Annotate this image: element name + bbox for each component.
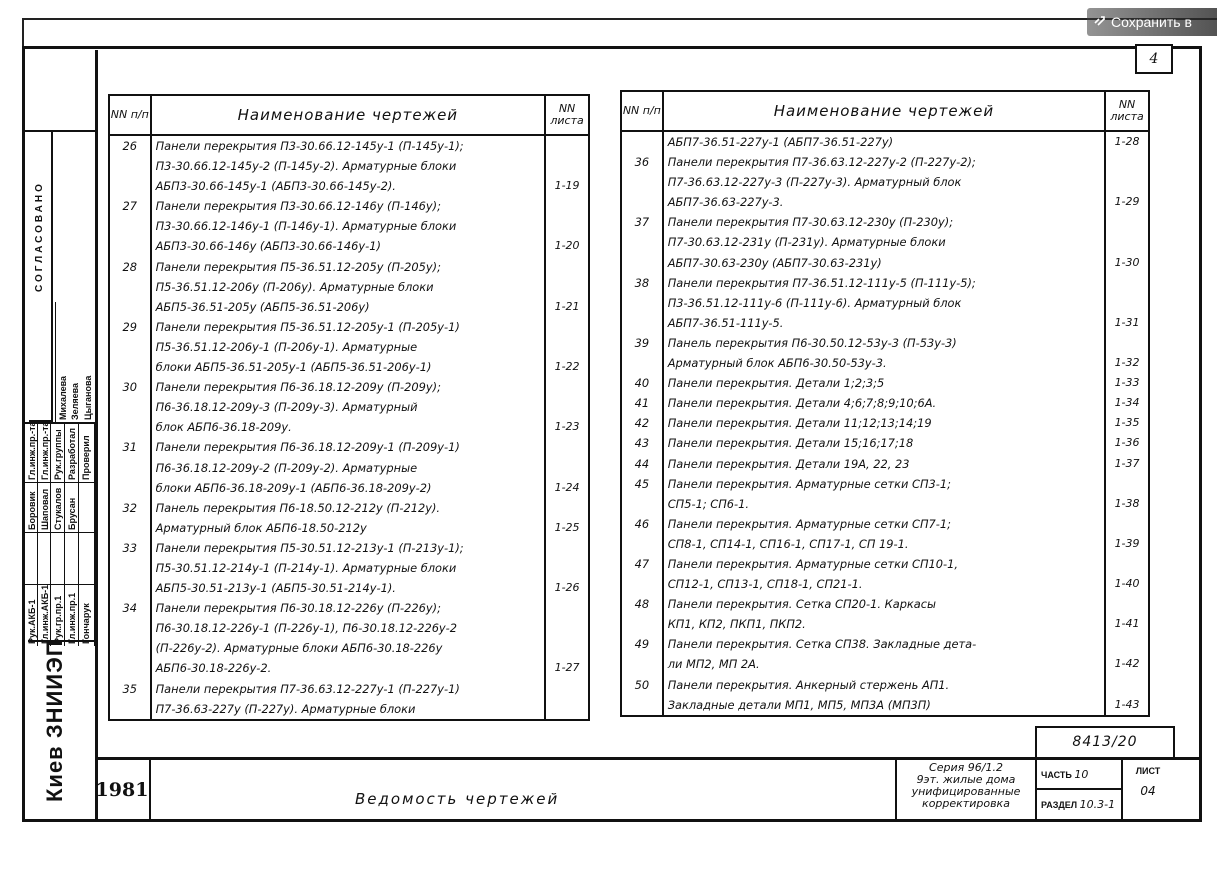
row-sheet: 1-43 [1105, 675, 1149, 716]
row-title [663, 131, 1105, 152]
row-sheet: 1-32 [1105, 333, 1149, 373]
row-number: 44 [621, 454, 663, 474]
row-number: 29 [109, 317, 151, 377]
table-row [621, 474, 1149, 514]
row-title-line: (П-226у-2). Арматурные блоки АБП6-30.18-226у [155, 641, 443, 656]
row-sheet: 1-38 [1105, 474, 1149, 514]
table-row [621, 454, 1149, 474]
row-title-line: АБП7-36.51-227у-1 (АБП7-36.51-227у) [667, 135, 894, 149]
row-number: 49 [621, 634, 663, 674]
row-sheet: 1-21 [545, 257, 589, 317]
row-title [663, 554, 1105, 594]
sheet-left-edge [22, 18, 24, 48]
row-sheet: 1-36 [1105, 433, 1149, 453]
row-number: 43 [621, 433, 663, 453]
row-number: 40 [621, 373, 663, 393]
row-title-line: П3-30.66.12-146у-1 (П-146у-1). Арматурные блоки [155, 219, 457, 234]
row-sheet: 1-40 [1105, 554, 1149, 594]
row-title-line: П6-30.18.12-226у-1 (П-226у-1), П6-30.18.12-226у-2 [155, 621, 458, 636]
series-line: Серия 96/1.2 [929, 761, 1003, 774]
series-info [895, 760, 1035, 820]
role2-3: Разработал [67, 428, 77, 480]
table-row [621, 131, 1149, 152]
row-title-line: АБП7-36.51-111у-5. [667, 315, 784, 330]
row-title-line: Панели перекрытия П5-36.51.12-205у (П-205у); [155, 259, 441, 274]
title-block [95, 757, 1201, 819]
row-title [151, 498, 546, 538]
header-name: Наименование чертежей [663, 91, 1105, 131]
row-title-line: СП8-1, СП14-1, СП16-1, СП17-1, СП 19-1. [667, 536, 909, 551]
table-row [621, 373, 1149, 393]
agreed-label: СОГЛАСОВАНО [34, 181, 45, 292]
row-title-line: АБП7-36.63-227у-3. [667, 195, 784, 210]
row-title [663, 433, 1105, 453]
name-0: Боровик [27, 491, 37, 530]
header-sheet: NN листа [1105, 91, 1149, 131]
row-title-line: Панель перекрытия П6-30.50.12-53у-3 (П-53у-3) [667, 335, 957, 350]
row-title [151, 317, 546, 377]
row-sheet: 1-33 [1105, 373, 1149, 393]
table-row [621, 594, 1149, 634]
row-number: 38 [621, 273, 663, 333]
stamp-grid [25, 422, 95, 644]
row-number: 42 [621, 413, 663, 433]
row-title-line: Панели перекрытия П3-30.66.12-145у-1 (П-145у-1); [155, 139, 464, 153]
row-title-line: Панели перекрытия. Детали 15;16;17;18 [667, 436, 914, 451]
year: 1981 [95, 760, 151, 820]
row-title-line: АБП6-30.18-226у-2. [155, 661, 272, 676]
row-title [663, 152, 1105, 212]
row-title [151, 437, 546, 497]
row-number: 27 [109, 196, 151, 256]
row-number: 37 [621, 212, 663, 272]
row-title-line: АБП5-36.51-205у (АБП5-36.51-206у) [155, 299, 370, 314]
row-title-line: Панели перекрытия П6-30.18.12-226у (П-226у); [155, 601, 441, 616]
row-title-line: П5-36.51.12-206у-1 (П-206у-1). Арматурные [155, 339, 418, 354]
drawings-table-right [620, 90, 1150, 717]
row-title [663, 273, 1105, 333]
row-title-line: Панели перекрытия. Сетка СП38. Закладные дета- [667, 637, 977, 652]
row-title [663, 594, 1105, 634]
row-number: 47 [621, 554, 663, 594]
row-title-line: АБП7-30.63-230у (АБП7-30.63-231у) [667, 255, 882, 270]
table-row [621, 152, 1149, 212]
row-sheet: 1-24 [545, 437, 589, 497]
row-title-line: Панели перекрытия П7-36.51.12-111у-5 (П-111у-5); [667, 275, 976, 290]
row-title-line: Панели перекрытия. Арматурные сетки СП7-1; [667, 516, 951, 531]
row-title-line: Панели перекрытия П6-36.18.12-209у-1 (П-209у-1) [155, 440, 460, 455]
row-title-line: Панели перекрытия П5-36.51.12-205у-1 (П-205у-1) [155, 319, 460, 334]
row-number: 41 [621, 393, 663, 413]
row-title-line: СП5-1; СП6-1. [667, 496, 750, 511]
table-row [621, 433, 1149, 453]
row-title-line: Панели перекрытия П3-30.66.12-146у (П-146у); [155, 199, 441, 214]
save-button[interactable] [1087, 8, 1217, 36]
row-title-line: Панели перекрытия П7-36.63.12-227у-1 (П-227у-1) [155, 681, 460, 696]
part-label: ЧАСТЬ [1041, 770, 1072, 780]
sheet-top-edge [22, 18, 1217, 20]
row-sheet [545, 679, 589, 720]
name2-1: Зеляева [70, 382, 80, 420]
agreed-column [29, 132, 53, 422]
row-sheet: 1-37 [1105, 454, 1149, 474]
row-title-line: блоки АБП5-36.51-205у-1 (АБП5-36.51-206у-1) [155, 360, 432, 375]
row-title [663, 333, 1105, 373]
row-number: 31 [109, 437, 151, 497]
table-row [621, 413, 1149, 433]
row-sheet: 1-27 [545, 598, 589, 678]
row-title-line: П5-30.51.12-214у-1 (П-214у-1). Арматурные блоки [155, 560, 457, 575]
drawings-table-left [108, 94, 590, 721]
header-name: Наименование чертежей [151, 95, 546, 135]
table-row [621, 634, 1149, 674]
role2-4: Проверил [81, 435, 91, 480]
sheet-label: ЛИСТ [1135, 766, 1161, 776]
row-title-line: П3-36.51.12-111у-6 (П-111у-6). Арматурный блок [667, 295, 962, 310]
row-title-line: АБП3-30.66-145у-1 (АБП3-30.66-145у-2). [155, 179, 396, 194]
series-line: 9эт. жилые дома [916, 773, 1016, 786]
row-title-line: АБП3-30.66-146у (АБП3-30.66-146у-1) [155, 239, 381, 254]
row-sheet: 1-28 [1105, 131, 1149, 152]
row-title-line: Панели перекрытия. Детали 1;2;3;5 [667, 376, 885, 391]
row-title-line: Панели перекрытия. Сетка СП20-1. Каркасы [667, 597, 937, 612]
header-num: NN п/п [109, 95, 151, 135]
row-number: 48 [621, 594, 663, 634]
table-row [109, 538, 589, 598]
row-title-line: П3-30.66.12-145у-2 (П-145у-2). Арматурные блоки [155, 159, 457, 174]
table-row [109, 437, 589, 497]
role2-0: Гл.инж.пр.-та [27, 421, 37, 480]
table-row [621, 675, 1149, 716]
row-title-line: Панели перекрытия. Детали 11;12;13;14;19 [667, 416, 932, 431]
row-title [151, 538, 546, 598]
row-title [151, 135, 546, 196]
row-title [151, 377, 546, 437]
row-number: 32 [109, 498, 151, 538]
organization-block [28, 640, 94, 818]
role-2: Рук.гр.пр.1 [53, 595, 63, 644]
row-title-line: Панель перекрытия П6-18.50.12-212у (П-212у). [155, 500, 441, 515]
row-sheet: 1-42 [1105, 634, 1149, 674]
row-sheet: 1-26 [545, 538, 589, 598]
row-number: 33 [109, 538, 151, 598]
row-number: 34 [109, 598, 151, 678]
table-row [109, 598, 589, 678]
table-row [109, 196, 589, 256]
row-title-line: Панели перекрытия. Детали 19А, 22, 23 [667, 456, 910, 471]
row-title [151, 257, 546, 317]
document-title: Ведомость чертежей [355, 790, 560, 808]
row-sheet: 1-29 [1105, 152, 1149, 212]
role2-2: Рук.группы [53, 429, 63, 480]
role-1: Гл.инж.АКБ-1 [40, 584, 50, 644]
row-title [663, 675, 1105, 716]
table-row [621, 212, 1149, 272]
row-title-line: П7-36.63-227у (П-227у). Арматурные блоки [155, 701, 416, 716]
table-row [621, 393, 1149, 413]
row-sheet: 1-25 [545, 498, 589, 538]
row-sheet: 1-34 [1105, 393, 1149, 413]
header-sheet: NN листа [545, 95, 589, 135]
row-title [151, 196, 546, 256]
name-2: Стукалов [53, 487, 63, 530]
row-title-line: блоки АБП6-36.18-209у-1 (АБП6-36.18-209у-2) [155, 480, 432, 495]
table-row [109, 135, 589, 196]
table-row [109, 257, 589, 317]
row-sheet: 1-22 [545, 317, 589, 377]
table-row [621, 273, 1149, 333]
table-row [621, 554, 1149, 594]
page-number: 4 [1135, 44, 1173, 74]
row-title-line: СП12-1, СП13-1, СП18-1, СП21-1. [667, 577, 863, 592]
row-number: 35 [109, 679, 151, 720]
link-icon [1093, 14, 1107, 28]
row-title-line: Панели перекрытия П6-36.18.12-209у (П-209у); [155, 380, 441, 395]
row-title [663, 393, 1105, 413]
row-sheet: 1-23 [545, 377, 589, 437]
row-number: 28 [109, 257, 151, 317]
part-value: 10 [1074, 768, 1089, 781]
row-title-line: Арматурный блок АБП6-30.50-53у-3. [667, 356, 887, 371]
row-title-line: Панели перекрытия. Арматурные сетки СП3-1; [667, 476, 951, 491]
role-0: Рук.АКБ-1 [27, 599, 37, 644]
row-title-line: П7-30.63.12-231у (П-231у). Арматурные блоки [667, 235, 946, 250]
row-number: 50 [621, 675, 663, 716]
row-number: 46 [621, 514, 663, 554]
row-title-line: П6-36.18.12-209у-3 (П-209у-3). Арматурный [155, 400, 418, 415]
row-sheet: 1-41 [1105, 594, 1149, 634]
header-num: NN п/п [621, 91, 663, 131]
row-sheet: 1-20 [545, 196, 589, 256]
row-title [151, 679, 546, 720]
row-title-line: Панели перекрытия. Детали 4;6;7;8;9;10;6А. [667, 396, 937, 411]
table-row [109, 679, 589, 720]
name2-0: Михалева [58, 375, 68, 420]
name-1: Шаповал [40, 488, 50, 530]
row-sheet: 1-39 [1105, 514, 1149, 554]
table-row [109, 377, 589, 437]
row-title-line: Закладные детали МП1, МП5, МП3А (МП3П) [667, 697, 931, 712]
row-title-line: Панели перекрытия П5-30.51.12-213у-1 (П-213у-1); [155, 540, 464, 555]
row-sheet: 1-35 [1105, 413, 1149, 433]
row-title-line: П5-36.51.12-206у (П-206у). Арматурные блоки [155, 279, 434, 294]
row-title [663, 373, 1105, 393]
part-section [1035, 760, 1121, 820]
row-title [663, 634, 1105, 674]
row-title [663, 413, 1105, 433]
table-row [621, 333, 1149, 373]
row-title-line: КП1, КП2, ПКП1, ПКП2. [667, 617, 806, 632]
row-title-line: П7-36.63.12-227у-3 (П-227у-3). Арматурный блок [667, 175, 962, 190]
approval-stamp [25, 130, 95, 644]
row-number: 30 [109, 377, 151, 437]
table-row [109, 317, 589, 377]
drawing-code: 8413/20 [1035, 726, 1175, 757]
sheet-number-cell [1121, 760, 1173, 820]
organization-name: Киев ЗНИИЭП [42, 639, 67, 802]
row-title-line: Панели перекрытия. Анкерный стержень АП1. [667, 677, 950, 692]
row-number: 39 [621, 333, 663, 373]
row-number: 36 [621, 152, 663, 212]
row-title [663, 454, 1105, 474]
row-title [663, 474, 1105, 514]
row-number: 45 [621, 474, 663, 514]
row-sheet: 1-31 [1105, 273, 1149, 333]
row-number: 26 [109, 135, 151, 196]
row-title-line: Панели перекрытия П7-36.63.12-227у-2 (П-227у-2); [667, 155, 976, 170]
series-line: унифицированные [911, 785, 1021, 798]
role2-1: Гл.инж.пр.-та [40, 421, 50, 480]
row-title-line: П6-36.18.12-209у-2 (П-209у-2). Арматурные [155, 460, 418, 475]
row-number [621, 131, 663, 152]
row-title-line: ли МП2, МП 2А. [667, 657, 760, 672]
row-title-line: Панели перекрытия П7-30.63.12-230у (П-230у); [667, 215, 954, 230]
section-value: 10.3-1 [1079, 798, 1116, 811]
save-button-label: Сохранить в [1111, 14, 1192, 30]
row-title [151, 598, 546, 678]
sheet-value: 04 [1140, 784, 1156, 798]
row-title-line: АБП5-30.51-213у-1 (АБП5-30.51-214у-1). [155, 581, 396, 596]
row-title-line: Арматурный блок АБП6-18.50-212у [155, 520, 367, 535]
row-sheet: 1-19 [545, 135, 589, 196]
row-title-line: блок АБП6-36.18-209у. [155, 420, 292, 435]
name2-2: Цыганова [83, 375, 93, 420]
table-row [621, 514, 1149, 554]
section-label: РАЗДЕЛ [1041, 800, 1078, 810]
row-sheet: 1-30 [1105, 212, 1149, 272]
row-title [663, 514, 1105, 554]
row-title-line: Панели перекрытия. Арматурные сетки СП10-1, [667, 556, 959, 571]
name-3: Брусан [67, 497, 77, 530]
role-3: Гл.инж.пр.1 [67, 592, 77, 644]
table-row [109, 498, 589, 538]
name2-3: Гончарук [81, 603, 91, 644]
row-title [663, 212, 1105, 272]
series-line: корректировка [922, 797, 1010, 810]
